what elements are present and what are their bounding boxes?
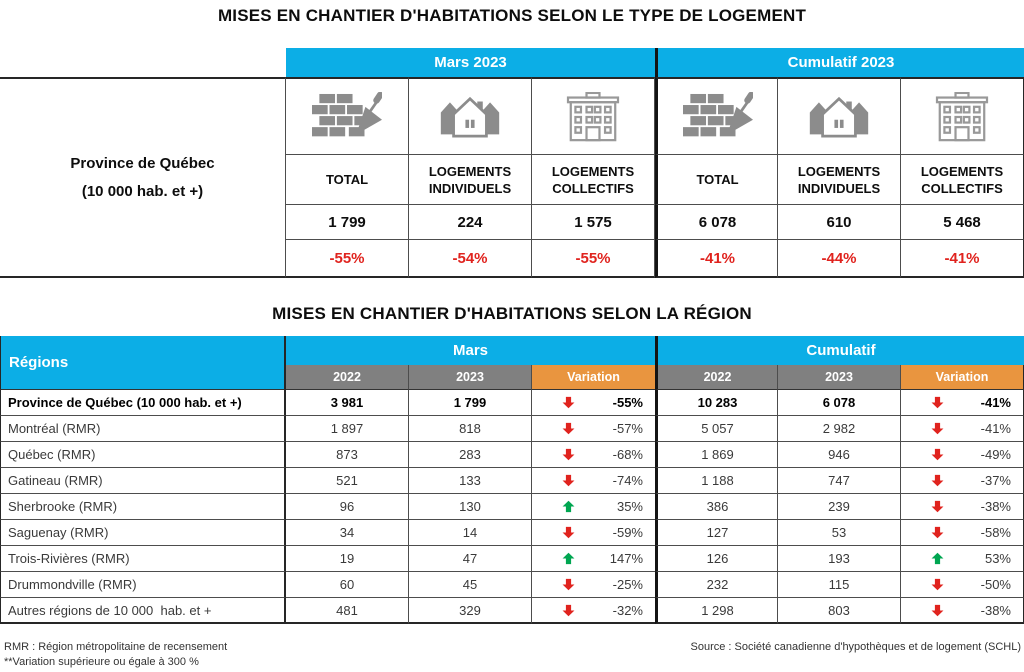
cumulatif-variation-cell xyxy=(901,390,1024,416)
mars-2023-cell: 1 799 xyxy=(409,390,532,416)
cumulatif-variation-cell xyxy=(901,598,1024,624)
value-cell: 1 799 xyxy=(286,205,409,240)
mars-2022-cell: 34 xyxy=(286,520,409,546)
variation-cell: -41% xyxy=(655,240,778,278)
cumulatif-2023-cell: 946 xyxy=(778,442,901,468)
down-arrow-icon xyxy=(562,604,575,617)
region-name-cell: Gatineau (RMR) xyxy=(0,468,286,494)
cumulatif-2022-cell: 386 xyxy=(655,494,778,520)
variation-cell: -54% xyxy=(409,240,532,278)
down-arrow-icon xyxy=(931,474,944,487)
icon-cell xyxy=(655,77,778,155)
mars-2022-cell: 19 xyxy=(286,546,409,572)
column-name-cell: TOTAL xyxy=(286,155,409,205)
down-arrow-icon xyxy=(931,422,944,435)
region-name-cell: Montréal (RMR) xyxy=(0,416,286,442)
mars-2022-cell: 96 xyxy=(286,494,409,520)
cumulatif-2022-cell: 10 283 xyxy=(655,390,778,416)
cumulatif-variation-cell xyxy=(901,416,1024,442)
mars-2023-cell: 283 xyxy=(409,442,532,468)
cumulatif-2023-cell: 193 xyxy=(778,546,901,572)
mars-2022-cell: 3 981 xyxy=(286,390,409,416)
up-arrow-icon xyxy=(562,552,575,565)
down-arrow-icon xyxy=(562,448,575,461)
cumulatif-2023-cell: 803 xyxy=(778,598,901,624)
value-cell: 5 468 xyxy=(901,205,1024,240)
group-header-cumulatif: Cumulatif xyxy=(655,336,1024,365)
variation-value: -25% xyxy=(612,577,643,592)
mars-variation-cell xyxy=(532,520,655,546)
province-label-cell xyxy=(0,77,286,278)
down-arrow-icon xyxy=(931,526,944,539)
down-arrow-icon xyxy=(931,396,944,409)
cumulatif-2022-cell: 126 xyxy=(655,546,778,572)
subheader-cumulatif-variation: Variation xyxy=(901,365,1024,390)
mars-variation-cell xyxy=(532,442,655,468)
cumulatif-2022-cell: 127 xyxy=(655,520,778,546)
mars-2022-cell: 521 xyxy=(286,468,409,494)
province-label-line2: (10 000 hab. et +) xyxy=(81,182,204,200)
down-arrow-icon xyxy=(931,500,944,513)
variation-value: -41% xyxy=(980,395,1011,410)
down-arrow-icon xyxy=(562,422,575,435)
cumulatif-2023-cell: 747 xyxy=(778,468,901,494)
variation-value: -41% xyxy=(980,421,1011,436)
subheader-cumulatif-2022: 2022 xyxy=(655,365,778,390)
region-name-cell: Québec (RMR) xyxy=(0,442,286,468)
variation-value: -32% xyxy=(612,602,643,618)
type-table xyxy=(0,48,1024,278)
cumulatif-variation-cell xyxy=(901,468,1024,494)
icon-cell xyxy=(901,77,1024,155)
region-name-cell: Sherbrooke (RMR) xyxy=(0,494,286,520)
mars-2023-cell: 329 xyxy=(409,598,532,624)
subheader-mars-2023: 2023 xyxy=(409,365,532,390)
value-cell: 1 575 xyxy=(532,205,655,240)
cumulatif-variation-cell xyxy=(901,546,1024,572)
column-name-cell: TOTAL xyxy=(655,155,778,205)
footnotes xyxy=(4,640,227,670)
region-name-cell: Autres régions de 10 000 hab. et + xyxy=(0,598,286,624)
mars-variation-cell xyxy=(532,598,655,624)
regions-corner-header: Régions xyxy=(0,336,286,390)
mars-2023-cell: 47 xyxy=(409,546,532,572)
value-cell: 224 xyxy=(409,205,532,240)
variation-value: -49% xyxy=(980,447,1011,462)
type-table-title: MISES EN CHANTIER D'HABITATIONS SELON LE TYPE DE LOGEMENT xyxy=(217,6,807,25)
column-name-cell: LOGEMENTS INDIVIDUELS xyxy=(409,155,532,205)
mars-2022-cell: 873 xyxy=(286,442,409,468)
mars-2022-cell: 481 xyxy=(286,598,409,624)
cumulatif-variation-cell xyxy=(901,494,1024,520)
variation-value: -38% xyxy=(980,499,1011,514)
variation-value: 35% xyxy=(616,499,643,514)
province-label-line1: Province de Québec xyxy=(70,154,215,172)
footnote-variation: **Variation supérieure ou égale à 300 % xyxy=(4,656,199,668)
cumulatif-2022-cell: 1 298 xyxy=(655,598,778,624)
region-name-cell: Province de Québec (10 000 hab. et +) xyxy=(0,390,286,416)
cumulatif-2022-cell: 5 057 xyxy=(655,416,778,442)
mars-2023-cell: 130 xyxy=(409,494,532,520)
houses-icon xyxy=(808,95,870,139)
mars-variation-cell xyxy=(532,494,655,520)
icon-cell xyxy=(409,77,532,155)
region-name-cell: Drummondville (RMR) xyxy=(0,572,286,598)
variation-value: 147% xyxy=(609,551,643,566)
mars-variation-cell xyxy=(532,572,655,598)
mars-2023-cell: 133 xyxy=(409,468,532,494)
cumulatif-2022-cell: 1 869 xyxy=(655,442,778,468)
variation-value: -57% xyxy=(612,421,643,436)
down-arrow-icon xyxy=(931,448,944,461)
variation-value: -50% xyxy=(980,577,1011,592)
variation-cell: -55% xyxy=(532,240,655,278)
icon-cell xyxy=(286,77,409,155)
mars-variation-cell xyxy=(532,416,655,442)
variation-value: -74% xyxy=(612,473,643,488)
icon-cell xyxy=(778,77,901,155)
group-header-cumulatif-2023: Cumulatif 2023 xyxy=(655,48,1024,77)
down-arrow-icon xyxy=(562,396,575,409)
variation-value: -55% xyxy=(612,395,643,410)
column-name-cell: LOGEMENTS COLLECTIFS xyxy=(901,155,1024,205)
column-name-cell: LOGEMENTS INDIVIDUELS xyxy=(778,155,901,205)
mars-variation-cell xyxy=(532,546,655,572)
cumulatif-variation-cell xyxy=(901,442,1024,468)
footnote-rmr: RMR : Région métropolitaine de recensement xyxy=(4,641,228,653)
down-arrow-icon xyxy=(931,604,944,617)
type-table-blank-corner xyxy=(0,48,286,77)
cumulatif-2022-cell: 1 188 xyxy=(655,468,778,494)
cumulatif-2022-cell: 232 xyxy=(655,572,778,598)
region-table xyxy=(0,336,1024,624)
group-header-mars: Mars xyxy=(286,336,655,365)
variation-value: -38% xyxy=(980,602,1011,618)
down-arrow-icon xyxy=(562,526,575,539)
subheader-mars-2022: 2022 xyxy=(286,365,409,390)
down-arrow-icon xyxy=(562,578,575,591)
mars-2023-cell: 45 xyxy=(409,572,532,598)
variation-value: -37% xyxy=(980,473,1011,488)
apartment-building-icon xyxy=(562,92,624,142)
mars-2022-cell: 1 897 xyxy=(286,416,409,442)
subheader-cumulatif-2023: 2023 xyxy=(778,365,901,390)
mars-2023-cell: 818 xyxy=(409,416,532,442)
cumulatif-variation-cell xyxy=(901,572,1024,598)
variation-cell: -41% xyxy=(901,240,1024,278)
cumulatif-2023-cell: 53 xyxy=(778,520,901,546)
variation-value: -68% xyxy=(612,447,643,462)
up-arrow-icon xyxy=(562,500,575,513)
cumulatif-2023-cell: 115 xyxy=(778,572,901,598)
cumulatif-variation-cell xyxy=(901,520,1024,546)
variation-value: -59% xyxy=(612,525,643,540)
subheader-mars-variation: Variation xyxy=(532,365,655,390)
group-header-mars-2023: Mars 2023 xyxy=(286,48,655,77)
region-table-title: MISES EN CHANTIER D'HABITATIONS SELON LA RÉGION xyxy=(272,304,752,323)
variation-cell: -55% xyxy=(286,240,409,278)
bricks-trowel-icon xyxy=(312,92,382,142)
variation-value: 53% xyxy=(984,551,1011,566)
bricks-trowel-icon xyxy=(683,92,753,142)
down-arrow-icon xyxy=(931,578,944,591)
region-name-cell: Saguenay (RMR) xyxy=(0,520,286,546)
mars-variation-cell xyxy=(532,390,655,416)
mars-2022-cell: 60 xyxy=(286,572,409,598)
mars-2023-cell: 14 xyxy=(409,520,532,546)
cumulatif-2023-cell: 239 xyxy=(778,494,901,520)
up-arrow-icon xyxy=(931,552,944,565)
value-cell: 610 xyxy=(778,205,901,240)
mars-variation-cell xyxy=(532,468,655,494)
source-note: Source : Société canadienne d'hypothèques et de logement (SCHL) xyxy=(690,641,1021,653)
region-name-cell: Trois-Rivières (RMR) xyxy=(0,546,286,572)
value-cell: 6 078 xyxy=(655,205,778,240)
cumulatif-2023-cell: 6 078 xyxy=(778,390,901,416)
icon-cell xyxy=(532,77,655,155)
column-name-cell: LOGEMENTS COLLECTIFS xyxy=(532,155,655,205)
cumulatif-2023-cell: 2 982 xyxy=(778,416,901,442)
variation-value: -58% xyxy=(980,525,1011,540)
apartment-building-icon xyxy=(931,92,993,142)
houses-icon xyxy=(439,95,501,139)
down-arrow-icon xyxy=(562,474,575,487)
variation-cell: -44% xyxy=(778,240,901,278)
